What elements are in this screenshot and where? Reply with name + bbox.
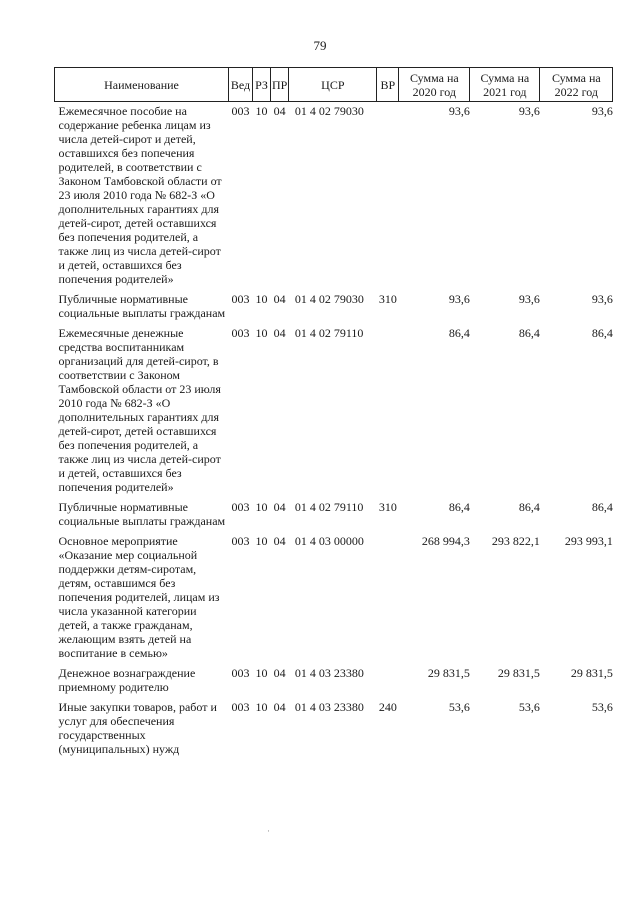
- budget-table: [54, 67, 613, 760]
- row-rz: 10: [255, 326, 268, 340]
- row-pr: 04: [273, 500, 286, 514]
- row-sum-2022: 86,4: [591, 500, 613, 514]
- row-sum-2022: 93,6: [591, 104, 613, 118]
- row-sum-2020: 93,6: [448, 292, 470, 306]
- row-sum-2021: 293 822,1: [491, 534, 540, 548]
- row-name: Иные закупки товаров, работ и услуг для обеспечения государственных (муниципальных) нужд: [58, 700, 217, 756]
- row-pr: 04: [273, 700, 286, 714]
- header-sum-2020: Сумма на 2020 год: [399, 68, 470, 102]
- row-rz: 10: [255, 700, 268, 714]
- row-sum-2021: 93,6: [518, 292, 540, 306]
- row-csr: 01 4 02 79030: [294, 104, 364, 118]
- header-sum-2022: Сумма на 2022 год: [540, 68, 613, 102]
- header-rz: РЗ: [253, 68, 271, 102]
- row-name: Ежемесячное пособие на содержание ребенка лицам из числа детей-сирот и детей, оставшихся без попечения родителей, в соответствии с Законом Тамбовской области от 23 июля 2010 года № 682-З «О дополнительных гарантиях для детей-сирот, детей оставшихся без попечения родителей, а также лиц из числа детей-сирот и детей, оставшихся без попечения родителей»: [58, 104, 222, 286]
- row-sum-2020: 86,4: [448, 326, 470, 340]
- table-row: [55, 698, 613, 760]
- row-ved: 003: [231, 534, 250, 548]
- row-sum-2022: 93,6: [591, 292, 613, 306]
- row-vr: [377, 324, 399, 498]
- page-number: 79: [313, 38, 327, 53]
- row-name: Денежное вознаграждение приемному родителю: [58, 666, 196, 694]
- row-vr: 240: [378, 700, 397, 714]
- row-ved: 003: [231, 326, 250, 340]
- row-rz: 10: [255, 500, 268, 514]
- row-sum-2021: 29 831,5: [497, 666, 540, 680]
- row-rz: 10: [255, 292, 268, 306]
- row-sum-2020: 93,6: [448, 104, 470, 118]
- row-vr: 310: [378, 500, 397, 514]
- header-ved: Вед: [229, 68, 253, 102]
- row-ved: 003: [231, 292, 250, 306]
- table-row: [55, 324, 613, 498]
- row-sum-2022: 29 831,5: [570, 666, 613, 680]
- table-row: [55, 532, 613, 664]
- row-sum-2021: 86,4: [518, 326, 540, 340]
- row-ved: 003: [231, 104, 250, 118]
- row-sum-2020: 53,6: [448, 700, 470, 714]
- row-name: Публичные нормативные социальные выплаты гражданам: [58, 500, 226, 528]
- row-ved: 003: [231, 700, 250, 714]
- row-ved: 003: [231, 500, 250, 514]
- row-pr: 04: [273, 292, 286, 306]
- scan-dot: ·: [267, 826, 270, 836]
- row-vr: [377, 532, 399, 664]
- row-vr: 310: [378, 292, 397, 306]
- row-sum-2022: 293 993,1: [564, 534, 613, 548]
- row-sum-2021: 53,6: [518, 700, 540, 714]
- table-row: [55, 290, 613, 324]
- table-header-row: [55, 68, 613, 102]
- row-name: Основное мероприятие «Оказание мер социальной поддержки детям-сиротам, детям, оставшимся без попечения родителей, лицам из числа указанной категории детей, а также гражданам, желающим взять детей на воспитание в семью»: [58, 534, 220, 660]
- row-sum-2020: 29 831,5: [427, 666, 470, 680]
- row-sum-2022: 53,6: [591, 700, 613, 714]
- row-pr: 04: [273, 104, 286, 118]
- header-sum-2021: Сумма на 2021 год: [470, 68, 540, 102]
- row-sum-2022: 86,4: [591, 326, 613, 340]
- row-sum-2021: 86,4: [518, 500, 540, 514]
- row-csr: 01 4 02 79110: [294, 326, 364, 340]
- row-pr: 04: [273, 326, 286, 340]
- header-csr: ЦСР: [289, 68, 377, 102]
- table-row: [55, 102, 613, 291]
- row-csr: 01 4 02 79110: [294, 500, 364, 514]
- row-csr: 01 4 03 23380: [294, 666, 364, 680]
- row-rz: 10: [255, 534, 268, 548]
- row-csr: 01 4 03 00000: [294, 534, 364, 548]
- row-csr: 01 4 02 79030: [294, 292, 364, 306]
- row-sum-2021: 93,6: [518, 104, 540, 118]
- row-vr: [377, 664, 399, 698]
- row-sum-2020: 86,4: [448, 500, 470, 514]
- row-sum-2020: 268 994,3: [421, 534, 470, 548]
- row-pr: 04: [273, 534, 286, 548]
- header-vr: ВР: [377, 68, 399, 102]
- table-row: [55, 498, 613, 532]
- row-rz: 10: [255, 104, 268, 118]
- header-name: Наименование: [55, 68, 229, 102]
- row-ved: 003: [231, 666, 250, 680]
- row-pr: 04: [273, 666, 286, 680]
- row-name: Ежемесячные денежные средства воспитанникам организаций для детей-сирот, в соответствии с Законом Тамбовской области от 23 июля 2010 года № 682-З «О дополнительных гарантиях для детей-сирот, детей оставшихся без попечения родителей, а также лиц из числа детей-сирот и детей, оставшихся без попечения родителей»: [58, 326, 221, 494]
- table-row: [55, 664, 613, 698]
- row-name: Публичные нормативные социальные выплаты гражданам: [58, 292, 226, 320]
- header-pr: ПР: [271, 68, 289, 102]
- row-csr: 01 4 03 23380: [294, 700, 364, 714]
- row-rz: 10: [255, 666, 268, 680]
- row-vr: [377, 102, 399, 291]
